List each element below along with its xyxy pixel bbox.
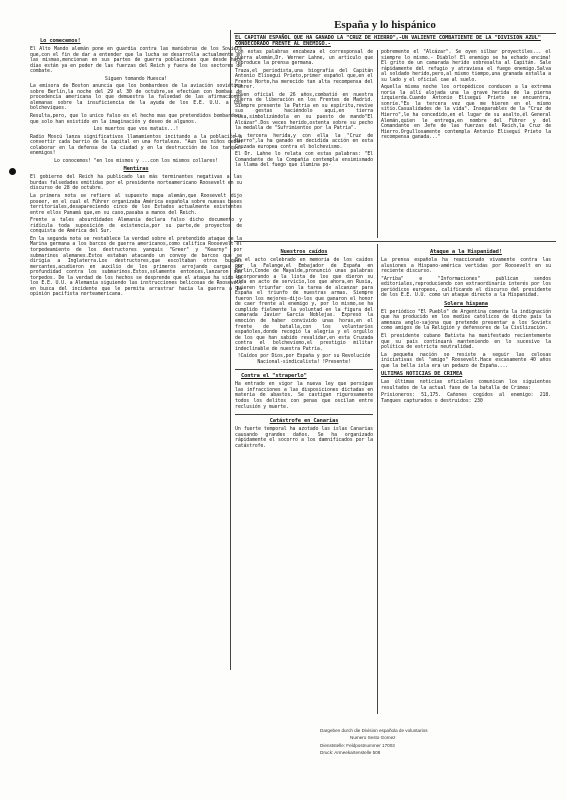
paragraph: El Alto Mando alemán pone en guardia contra las maniobras de los Soviets que,con el fin de dar a entender que la lucha se desarrolla actualmente en las mismas,mencionan en sus partes de guerra poblaciones que desde hace días están ya en poder de las fuerzas del Reich y fuera de los sectores de combate.	[30, 46, 242, 75]
heading-ataque-hispanidad: Ataque a la Hispanidad!	[430, 249, 502, 255]
imprint-line: Numero Sesto Gomez	[350, 735, 396, 741]
paragraph: La emisora de Boston anuncia que los bombardeos de la aviación soviética sobre Berlín,la noche del 29 al 30 de octubre,se efectúan con bombas de procedencia americana lo que demuestra la falsedad de las afirmaciones alemanas sobre la insuficiencia de la ayuda de los E.E. U.U. a los bolcheviques.	[30, 83, 242, 112]
left-column	[30, 36, 242, 300]
paragraph: Las últimas noticias oficiales comunican los siguientes resultados de la actual fase de la batalla de Crimea:	[381, 379, 551, 391]
closing-line: Siguen tomando Huesca!	[104, 75, 168, 82]
ink-blot	[9, 168, 16, 175]
masthead: España y lo hispánico	[334, 19, 436, 31]
heading-nuestros-caidos: Nuestros caídos	[280, 249, 328, 255]
paragraph: El gobierno del Reich ha publicado las más terminantes negativas a las burdas falsedades emitidas por el presidente norteamericano Roosevelt en su discurso de 28 de octubre.	[30, 174, 242, 192]
masthead-rule	[234, 33, 556, 34]
paragraph: Frente a tales absurdidades Alemania declara falso dicho documento y ridícula toda suposición de existencia,por su parte,de proyectos de conquista de América del Sur.	[30, 217, 242, 235]
paragraph: Traza,el periodista,una biografía del Capitán Antonio Eliseguí Prieto,primer español que,en el Frente Norte,ha merecido tan alta recompensa del Führer.	[235, 67, 373, 91]
imprint	[320, 727, 500, 756]
paragraph: La tercera herida,y con ella la "Cruz de Hierro",la ha ganado en decidida acción en esta Cruzada europea contra el bolchevismo.	[235, 132, 373, 150]
heading-no-comecemos: Lo comecemos!	[40, 38, 81, 44]
column-divider	[230, 30, 231, 670]
heading-solera-hispana: Solera hispana	[444, 300, 488, 307]
closing-line: Lo conocemos! "en los mismos y ...con los mismos collares!	[54, 157, 218, 164]
paragraph: Resulta,pero, que lo unico falso es el hecho mas que pretendidos bombardeos que solo han existido en la imaginación y deseo de algunos.	[30, 113, 242, 125]
heading-ultimas-noticias: ULTIMAS NOTICIAS DE CRIMEA	[381, 371, 463, 378]
imprint-line: Dienststelle: Feldpostnummer 17003	[320, 742, 395, 748]
paragraph: La pequeña nación se resiste a seguir las celosas iniciativas del "amigo" Roosevelt.Hace escasamente 40 años que la bella isla era un pedazo de España....	[381, 351, 551, 369]
paragraph: Prisioneros: 51,175. Cañones cogidos al enemigo: 218. Tanques capturados o destruidos: 230	[381, 392, 551, 404]
closing-line: Los muertos que vos matais...!	[93, 126, 179, 133]
paragraph: La primera nota se refiere al supuesto mapa alemán,que Roosevelt dijo poseer, en el cual el Führer organizaba América española sobre nuevas bases territoriales,desapareciendo cinco de los Estados actualmente existentes entre ellos Panamá que,en su caso,pasaba a manos del Reich.	[30, 193, 242, 216]
paragraph: Aquella misma noche los ortopédicos conducen a la extrema noria la allí alojada una la grave herida de la pierna izquierda.Cuando Antonio Eliseguí Prieto se encuentra, sonríe."Es la tercera vez que me hieren en el mismo sitio.Casualidades de la vida". Inseparables de la "Cruz de Hierro",le ha concedido,en el lugar de su asalto,él General Alemán,quien le entrega,en nombre del Führer y del Comandante en Jefe de las fuerzas del Reich,la Cruz de Hierro.Orgullosamente contempla Antonio Eliseguí Prieto la recompensa ganada..."	[381, 84, 551, 141]
right-column	[381, 247, 551, 406]
banner-headline: EL CAPITAN ESPAÑOL QUE HA GANADO LA "CRUZ DE HIERRO",-UN VALIENTE COMBATIENTE DE LA "DIVISION AZUL" CONDECORADO FRENTE AL ENEMIGO.-	[235, 35, 541, 48]
heading-mentiras: Mentiras	[123, 166, 149, 173]
paragraph: El presidente cubano Batista ha manifestado recientemente que su país continuará manteniendo en lo sucesivo la política de estricta neutralidad.	[381, 333, 551, 351]
paragraph: "Arriba" e "Informaciones" publican sendos editoriales,reproduciendo con extraordinario interés por los periódicos europeos, calificando el discurso del presidente de los E.E. U.U. como un ataque directo a la Hispanidad.	[381, 275, 551, 299]
paragraph: Ha entrado en vigor la nueva ley que persigue las infracciones a las disposiciones dictadas en materia de abastos. Se castigan rigurosamente todos los delitos con penas que oscilan entre reclusión y muerte.	[235, 381, 373, 410]
middle-column	[235, 247, 373, 451]
paragraph: Radio Moscú lanza significativos llamamientos incitando a la población a convertir cada barrio de la capital en una fortaleza. "Aun les niños deben colaborar en la defensa de la ciudad y en la destrucción de los tanques enemigos!	[30, 133, 242, 157]
imprint-line: Dargeben durch die Division española de voluntarios	[320, 728, 428, 733]
column-divider	[377, 244, 378, 714]
main-story-column-b	[381, 50, 551, 143]
heading-catastrofe: Catástrofe en Canarias	[269, 418, 339, 425]
section-rule	[234, 241, 556, 242]
paragraph: Un fuerte temporal ha azotado las islas Canarias causando grandes daños. Se ha organizado rápidamente el socorro a los damnificados por la catástrofe.	[235, 426, 373, 449]
heading-straperlo: Contra el "straperlo"	[241, 373, 307, 380]
paragraph: En la segunda nota se restablece la verdad sobre el pretendido ataque de la Marina germana a los barcos de guerra americanos,como califica Roosevelt el torpedeamiento de los destructores yanquis "Greer" y "Kearny" por submarinos alemanes.Estos estaban atacando un convoy de barcos que se dirigía a Inglaterra.Los destructores,que escoltaban otros buques mercantes,acudieron en auxilio de los primeros arrojando cargas de profundidad contra los submarinos.Estos,solamente entonces,lanzaron sus torpedos. De la verdad de los hechos se desprende que el ataque ha sido de los E.E. U.U. a Alemania siguiendo las instrucciones belicosas de Roosevelt en busca del incidente que le permita arrastrar hacia la guerra a la opinión pacifista norteamericana.	[30, 235, 242, 298]
paragraph: En el acto celebrado en memoria de los caídos por la Falange,el Embajador de España en Berlín,Conde de Mayalde,pronunció unas palabras incorporando a la lista de los que dieron su vida en acto de servicio,los que ahora,en Rusia, quieren triunfar con la tarea de alcanzar para España el triunfo de nuestras armas. Siempre fueron los mejores-dijo-los que ganaron el honor de caer frente al enemigo y, por lo mismo,se ha cumplido fielmente la voluntad en la figura del camarada Javier García Noblejas. Expresó la emoción de haber convivido unas horas,en el frente de batalla,con los voluntarios españoles,donde recogió la alegría y el orgullo de los que han sabido revalidar,en esta Cruzada contra el bolchevismo,el prestigio militar indeclinable de nuestra Patria.	[235, 257, 373, 352]
paragraph: El Dr. Lahne lo relata con estas palabras: "El Comandante de la Compañía contempla ensimismado la llama del fuego que ilumina po-	[235, 151, 373, 169]
column-divider	[377, 50, 378, 238]
paragraph: Joven oficial de 26 años,combatió en nuestra guerra de liberación en los Frentes de Madrid. Siempre presente la Patria en su espíritu,revive sus gestas haciéndolo aquí,en tierra rusa,simbolizándola en su puesto de mando"El Alcázar".Dos veces herido,ostenta sobre su pecho la medalla de "Sufrimientos por la Patria".	[235, 91, 373, 132]
paragraph: pobremente el "Alcázar". Se oyen silbar proyectiles... el siempre lo mismo.- Diablo! El enemigo se ha echado encima! El grito de un camarada herido sobresalta al Capitán. Sale rápidamente del refugio y atraviesa el fuego enemigo.Salva al soldado herido,pero,al mismo tiempo,una granada estalla a su lado y el oficial cae al suelo.	[381, 49, 551, 83]
paragraph: La prensa española ha reaccionado vivamente contra las alusiones a Hispano-américa vertidas por Roosevelt en su reciente discurso.	[381, 257, 551, 275]
closing-line: !Caídos por Dios,por España y por su Revolución Nacional-sindicalista! !Presente!	[237, 353, 371, 365]
main-story-column-a	[235, 50, 373, 171]
paragraph: El periódico "El Pueblo" de Argentina comenta la indignación que ha producido en los medios católicos de dicho país la amenaza anglo-sajona que pretende presentar a los Soviets como amigos de la Religión y defensores de la Civilización.	[381, 308, 551, 332]
paragraph: Con estas palabras encabeza el corresponsal de guerra alemán,Dr. Werner Lahne, un artículo que reproduce la prensa germana.	[235, 49, 373, 67]
imprint-line: Druck: Armeekartenstelle 508	[320, 749, 381, 755]
